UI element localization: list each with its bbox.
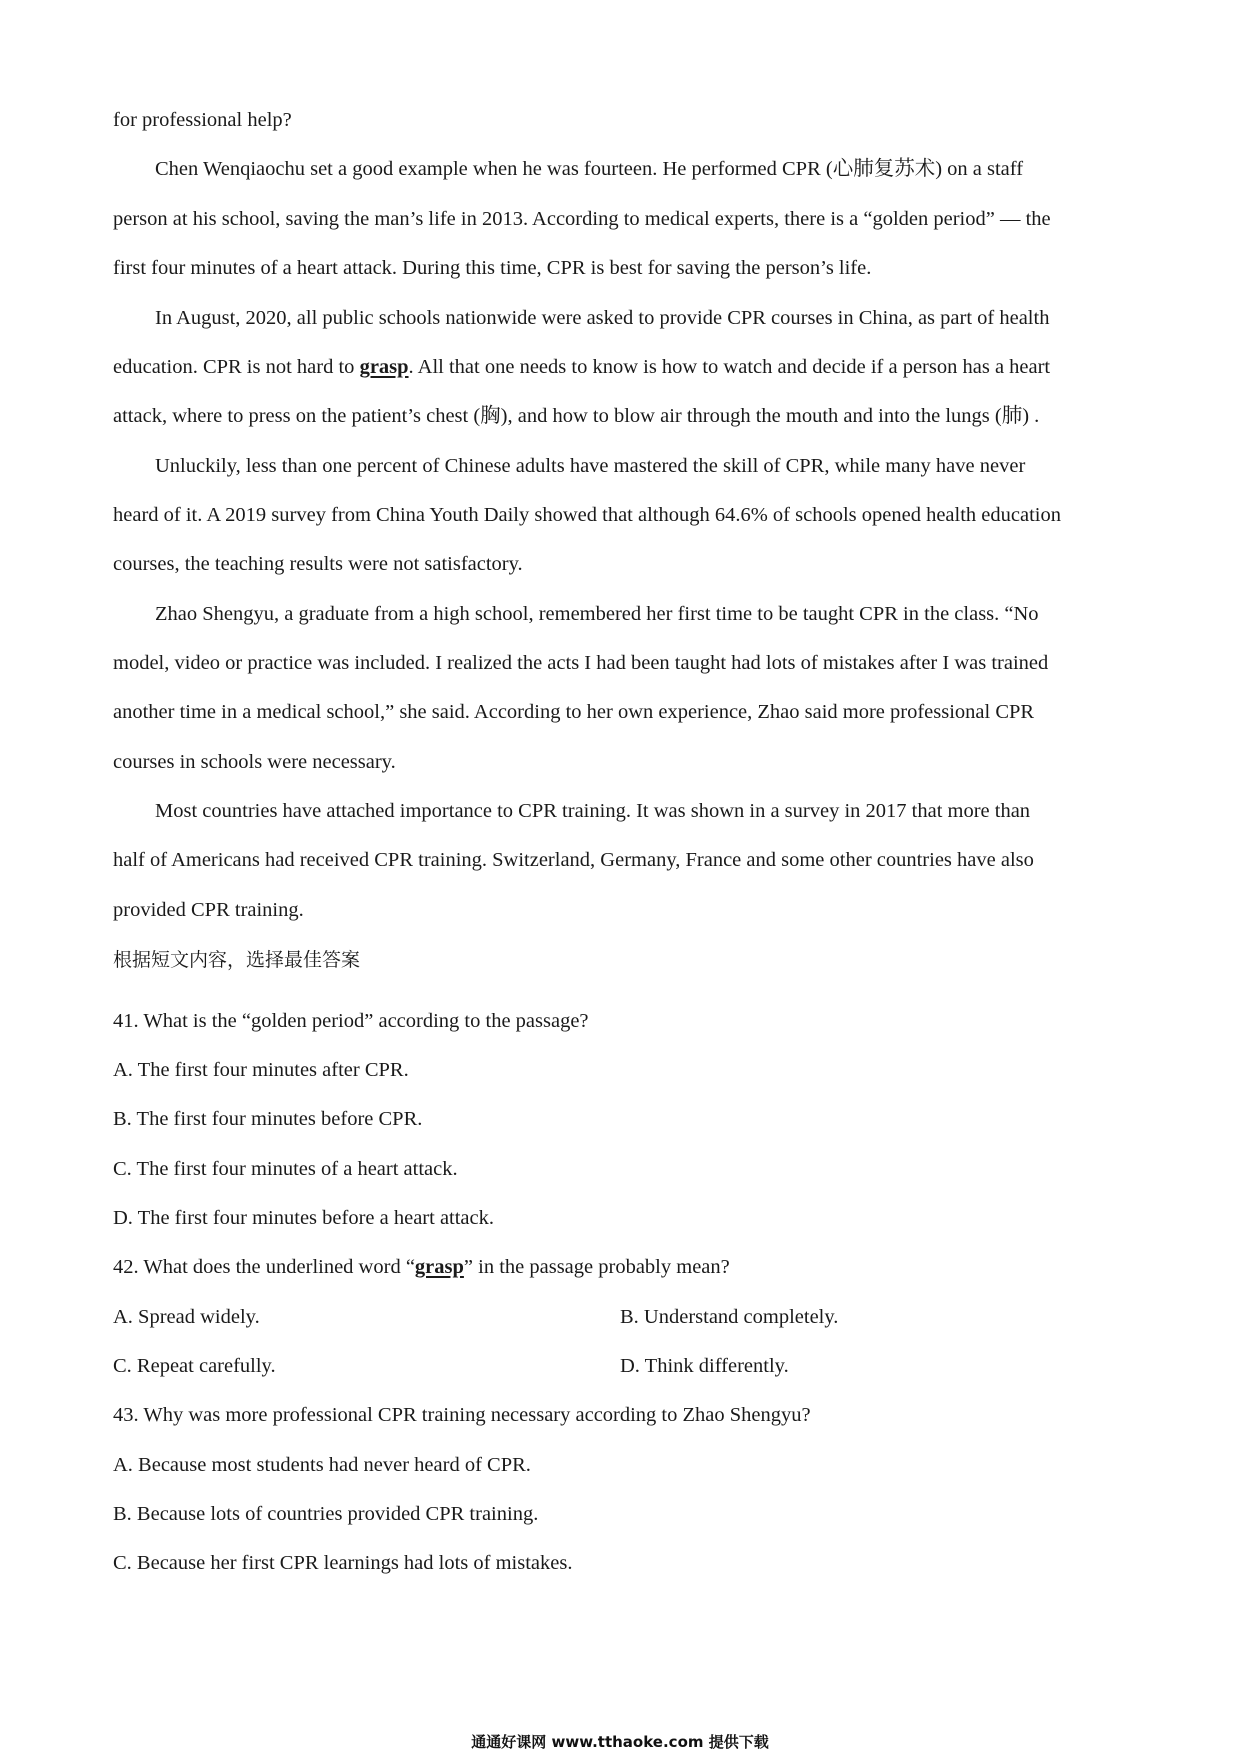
underlined-word-grasp: grasp	[414, 1256, 464, 1278]
passage-line: In August, 2020, all public schools nationwide were asked to provide CPR courses in China, as part of health	[155, 307, 1050, 329]
passage-line: courses, the teaching results were not satisfactory.	[113, 553, 523, 575]
question-42-row-1	[113, 1302, 1133, 1332]
question-text: ” in the passage probably mean?	[463, 1256, 730, 1278]
passage-line: for professional help?	[113, 109, 292, 131]
question-41-option-a: A. The first four minutes after CPR.	[113, 1059, 409, 1081]
passage-line: person at his school, saving the man’s life in 2013. According to medical experts, there is a “golden period” — the	[113, 208, 1051, 230]
question-42-option-d: D. Think differently.	[620, 1355, 789, 1377]
passage-line: attack, where to press on the patient’s chest (胸), and how to blow air through the mouth and into the lungs (肺) .	[113, 405, 1040, 427]
passage-line	[113, 352, 1133, 382]
question-41-stem: 41. What is the “golden period” according to the passage?	[113, 1010, 589, 1032]
passage-line: Chen Wenqiaochu set a good example when he was fourteen. He performed CPR (心肺复苏术) on a staff	[155, 158, 1024, 180]
question-41-option-c: C. The first four minutes of a heart attack.	[113, 1158, 458, 1180]
question-43-stem: 43. Why was more professional CPR training necessary according to Zhao Shengyu?	[113, 1404, 811, 1426]
passage-line: first four minutes of a heart attack. During this time, CPR is best for saving the person’s life.	[113, 257, 872, 279]
passage-line: half of Americans had received CPR training. Switzerland, Germany, France and some other countries have also	[113, 849, 1034, 871]
passage-text: . All that one needs to know is how to watch and decide if a person has a heart	[408, 356, 1051, 378]
question-42-option-c: C. Repeat carefully.	[113, 1355, 276, 1377]
passage-line: another time in a medical school,” she said. According to her own experience, Zhao said more professional CPR	[113, 701, 1035, 723]
question-41-option-b: B. The first four minutes before CPR.	[113, 1108, 423, 1130]
question-42-row-2	[113, 1351, 1133, 1381]
instruction-text: 根据短文内容，选择最佳答案	[113, 949, 361, 971]
question-41-option-d: D. The first four minutes before a heart attack.	[113, 1207, 495, 1229]
passage-line: Zhao Shengyu, a graduate from a high school, remembered her first time to be taught CPR in the class. “No	[155, 603, 1039, 625]
question-42-option-a: A. Spread widely.	[113, 1306, 260, 1328]
question-43-option-a: A. Because most students had never heard of CPR.	[113, 1454, 531, 1476]
question-43-option-c: C. Because her first CPR learnings had lots of mistakes.	[113, 1552, 573, 1574]
footer-watermark: 通通好课网 www.tthaoke.com 提供下载	[471, 1733, 769, 1751]
passage-text: education. CPR is not hard to	[113, 356, 360, 378]
passage-line: courses in schools were necessary.	[113, 751, 396, 773]
underlined-word-grasp: grasp	[359, 356, 409, 378]
passage-line: model, video or practice was included. I realized the acts I had been taught had lots of mistakes after I was trained	[113, 652, 1049, 674]
passage-line: Unluckily, less than one percent of Chinese adults have mastered the skill of CPR, while many have never	[155, 455, 1026, 477]
question-43-option-b: B. Because lots of countries provided CPR training.	[113, 1503, 539, 1525]
passage-line: Most countries have attached importance to CPR training. It was shown in a survey in 2017 that more than	[155, 800, 1031, 822]
question-42-option-b: B. Understand completely.	[620, 1306, 839, 1328]
question-text: 42. What does the underlined word “	[113, 1256, 415, 1278]
question-42-stem	[113, 1252, 1133, 1282]
passage-line: heard of it. A 2019 survey from China Youth Daily showed that although 64.6% of schools opened health education	[113, 504, 1061, 526]
passage-line: provided CPR training.	[113, 899, 304, 921]
